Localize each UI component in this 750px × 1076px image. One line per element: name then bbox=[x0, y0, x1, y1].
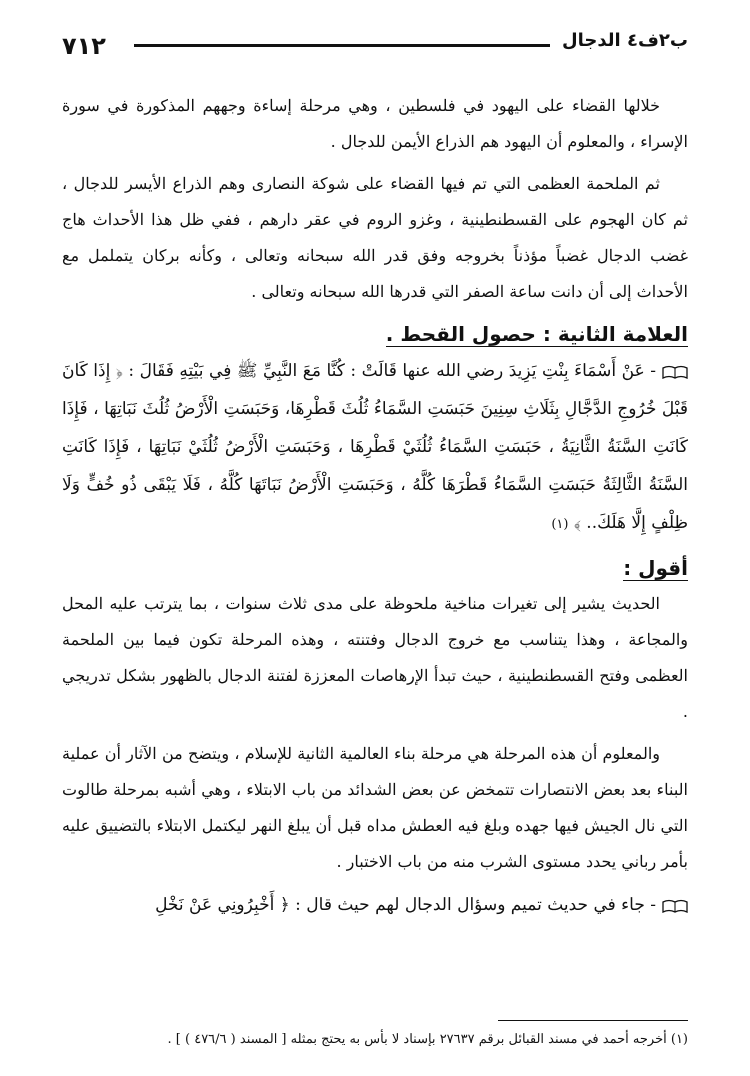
hadith-1 bbox=[62, 352, 688, 544]
open-book-icon bbox=[662, 365, 688, 379]
hadith-2 bbox=[62, 886, 688, 924]
section-heading-text: العلامة الثانية : حصول القحط . bbox=[385, 322, 688, 346]
footnote: (١) أخرجه أحمد في مسند القبائل برقم ٢٧٦٣٧ بإسناد لا بأس به يحتج بمثله [ المسند ( ٤٧٦/٦ ) ] . bbox=[167, 1032, 688, 1047]
hadith-2-text: - جاء في حديث تميم وسؤال الدجال لهم حيث قال : ﴿ أَخْبِرُونِي عَنْ نَخْلِ bbox=[155, 895, 656, 915]
paragraph-2: ثم الملحمة العظمى التي تم فيها القضاء على شوكة النصارى وهم الذراع الأيسر للدجال ، ثم كان الهجوم على القسطنطينية ، وغزو الروم في عقر دارهم ، ففي ظل هذا الأحداث هاج غضب الدجال غضباً مؤذناً بخروجه وفق قدر الله سبحانه وتعالى ، وكأنه بركان يتململ مع الأحداث إلى أن دانت ساعة الصفر التي قدرها الله سبحانه وتعالى . bbox=[62, 174, 688, 301]
page-body bbox=[62, 88, 688, 993]
page-number: ٧١٢ bbox=[62, 32, 106, 60]
paragraph-3: الحديث يشير إلى تغيرات مناخية ملحوظة على مدى ثلاث سنوات ، بما يترتب عليه المحل والمجاعة ، وهذا يتناسب مع خروج الدجال وفتنته ، وهذه المرحلة تكون فيما بين الملحمة العظمى وفتح القسطنطينية ، حيث تبدأ الإرهاصات المعززة لفتنة الدجال بالظهور بشكل تدريجي . bbox=[62, 594, 688, 721]
footnote-rule bbox=[498, 1020, 688, 1021]
running-title: ب٢ف٤ الدجال bbox=[562, 30, 688, 51]
comment-heading-text: أقول : bbox=[623, 556, 688, 580]
header-rule bbox=[134, 44, 550, 47]
footnote-ref: (١) bbox=[551, 517, 569, 532]
hadith-1-text: - عَنْ أَسْمَاءَ بِنْتِ يَزِيدَ رضي الله عنها قَالَتْ : كُنَّا مَعَ النَّبِيِّ ﷺ فِي بَيْتِهِ فَقَالَ : ﴿ إِذَا كَانَ قَبْلَ خُرُوجِ الدَّجَّالِ بِثَلَاثِ سِنِينَ حَبَسَتِ السَّمَاءُ ثُلُثَ قَطْرِهَا، وَحَبَسَتِ الْأَرْضُ ثُلُثَ نَبَاتِهَا ، فَإِذَا كَانَتِ السَّنَةُ الثَّانِيَةُ ، حَبَسَتِ السَّمَاءُ ثُلُثَيْ قَطْرِهَا ، وَحَبَسَتِ الْأَرْضُ ثُلُثَيْ نَبَاتِهَا ، فَإِذَا كَانَتِ السَّنَةُ الثَّالِثَةُ حَبَسَتِ السَّمَاءُ قَطْرَهَا كُلَّهُ ، وَحَبَسَتِ الْأَرْضُ نَبَاتَهَا كُلَّهُ ، فَلَا يَبْقَى ذُو خُفٍّ وَلَا ظِلْفٍ إِلَّا هَلَكَ.. ﴾ bbox=[62, 361, 688, 533]
open-book-icon bbox=[662, 899, 688, 913]
page-header bbox=[62, 30, 688, 62]
paragraph-1: خلالها القضاء على اليهود في فلسطين ، وهي مرحلة إساءة وجههم المذكورة في سورة الإسراء ، والمعلوم أن اليهود هم الذراع الأيمن للدجال . bbox=[62, 96, 688, 151]
section-heading bbox=[62, 316, 688, 352]
paragraph-4: والمعلوم أن هذه المرحلة هي مرحلة بناء العالمية الثانية للإسلام ، ويتضح من الآثار أن عملية البناء بعد بعض الانتصارات تتمخض عن بعض الشدائد من باب الابتلاء ، وهي أشبه بمرحلة طالوت التي نال الجيش فيها جهده وبلغ فيه العطش مداه قبل أن يبلغ النهر ليكتمل الابتلاء بالتضييق عليه بأمر رباني يحدد مستوى الشرب منه من باب الاختبار . bbox=[62, 744, 688, 871]
comment-heading bbox=[62, 550, 688, 586]
